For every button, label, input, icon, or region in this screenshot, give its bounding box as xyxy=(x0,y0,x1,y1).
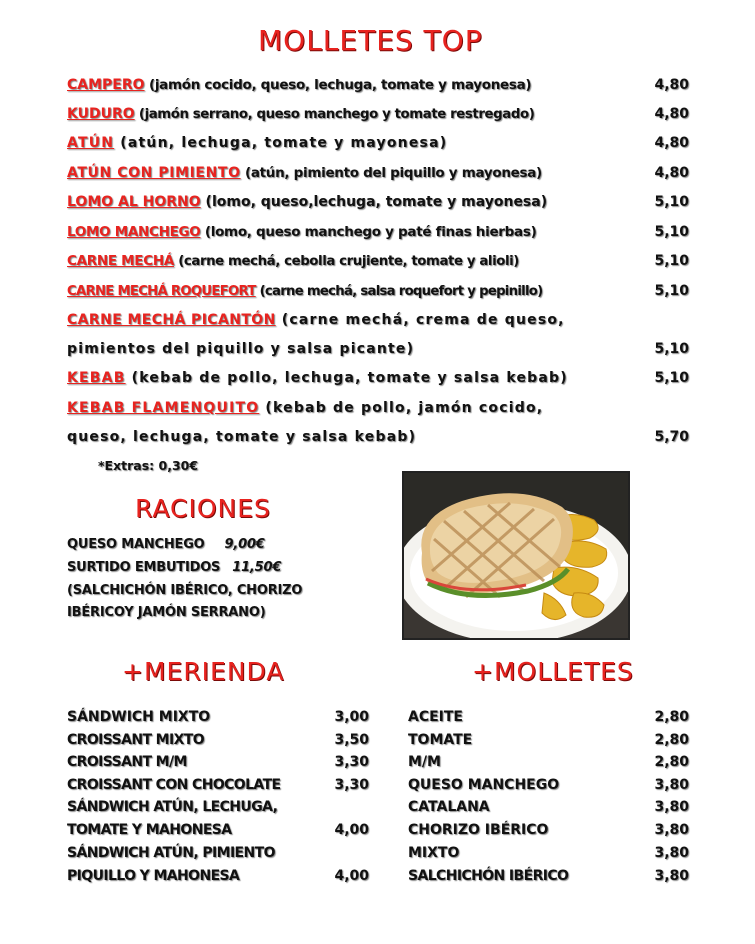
molletes-top-title: MOLLETES TOP xyxy=(258,24,483,57)
item-desc: (carne mechá, salsa roquefort y pepinillo) xyxy=(255,284,543,299)
sandwich-photo-art xyxy=(404,473,628,638)
mollete-item-price: 3,80 xyxy=(654,777,689,793)
item-desc: (carne mechá, cebolla crujiente, tomate y alioli) xyxy=(173,254,519,269)
menu-item xyxy=(67,283,689,305)
merienda-item-price: 3,30 xyxy=(334,754,369,770)
item-price: 5,10 xyxy=(654,370,689,386)
item-name: LOMO MANCHEGO xyxy=(67,224,201,240)
sandwich-photo xyxy=(402,471,630,640)
menu-item xyxy=(67,135,689,157)
mollete-item-price: 2,80 xyxy=(654,754,689,770)
mollete-item-name: CHORIZO IBÉRICO xyxy=(408,822,549,838)
menu-item xyxy=(67,312,689,334)
menu-item xyxy=(67,106,689,128)
item-name: CAMPERO xyxy=(67,77,145,93)
mollete-item-name: CATALANA xyxy=(408,799,490,815)
menu-item xyxy=(67,194,689,216)
racion-note: (SALCHICHÓN IBÉRICO, CHORIZO xyxy=(67,583,303,598)
merienda-item-name: SÁNDWICH MIXTO xyxy=(67,709,211,725)
mollete-item-name: TOMATE xyxy=(408,732,473,748)
extras-note: *Extras: 0,30€ xyxy=(98,458,199,473)
merienda-item-price: 3,50 xyxy=(334,732,369,748)
merienda-item-price: 4,00 xyxy=(334,868,369,884)
item-price: 5,70 xyxy=(654,429,689,445)
merienda-title: +MERIENDA xyxy=(122,657,285,686)
merienda-item-name: CROISSANT MIXTO xyxy=(67,732,205,748)
mollete-item-price: 3,80 xyxy=(654,845,689,861)
menu-item xyxy=(67,253,689,275)
item-desc: (jamón serrano, queso manchego y tomate restregado) xyxy=(134,107,535,122)
raciones-title: RACIONES xyxy=(135,494,271,523)
item-desc: (lomo, queso,lechuga, tomate y mayonesa) xyxy=(200,194,548,210)
merienda-item-name-2: TOMATE Y MAHONESA xyxy=(67,822,232,838)
item-price: 5,10 xyxy=(654,341,689,357)
racion-item xyxy=(67,537,265,552)
mollete-item-name: MIXTO xyxy=(408,845,460,861)
racion-note: IBÉRICOY JAMÓN SERRANO) xyxy=(67,605,266,620)
mollete-item-price: 2,80 xyxy=(654,732,689,748)
mollete-item-price: 3,80 xyxy=(654,868,689,884)
item-name: CARNE MECHÁ xyxy=(67,253,174,269)
menu-item xyxy=(67,165,689,187)
mollete-item-name: M/M xyxy=(408,754,441,770)
item-desc: queso, lechuga, tomate y salsa kebab) xyxy=(67,429,417,445)
item-name: CARNE MECHÁ PICANTÓN xyxy=(67,312,276,328)
item-name: KEBAB xyxy=(67,370,126,386)
item-price: 4,80 xyxy=(654,77,689,93)
item-desc: (jamón cocido, queso, lechuga, tomate y mayonesa) xyxy=(144,77,532,93)
menu-item xyxy=(67,77,689,99)
merienda-list xyxy=(67,709,369,889)
merienda-item-name: SÁNDWICH ATÚN, PIMIENTO xyxy=(67,845,275,861)
menu-item-continued xyxy=(67,341,689,363)
merienda-item-name: CROISSANT CON CHOCOLATE xyxy=(67,777,281,793)
item-price: 5,10 xyxy=(654,253,689,269)
mollete-item-price: 3,80 xyxy=(654,822,689,838)
menu-item xyxy=(67,224,689,246)
racion-price: 9,00€ xyxy=(224,537,265,552)
item-name: ATÚN CON PIMIENTO xyxy=(67,165,241,181)
racion-name: QUESO MANCHEGO xyxy=(67,537,205,552)
item-price: 5,10 xyxy=(654,283,689,299)
item-price: 5,10 xyxy=(654,194,689,210)
item-desc: (kebab de pollo, jamón cocido, xyxy=(259,400,544,416)
item-desc: (atún, pimiento del piquillo y mayonesa) xyxy=(240,165,542,181)
item-name: CARNE MECHÁ ROQUEFORT xyxy=(67,284,256,299)
menu-item xyxy=(67,400,689,422)
item-desc: (atún, lechuga, tomate y mayonesa) xyxy=(114,135,448,151)
racion-item xyxy=(67,560,281,575)
menu-item xyxy=(67,370,689,392)
racion-price: 11,50€ xyxy=(232,560,282,575)
item-name: KUDURO xyxy=(67,106,135,122)
merienda-item-name-2: PIQUILLO Y MAHONESA xyxy=(67,868,240,884)
item-name: KEBAB FLAMENQUITO xyxy=(67,400,260,416)
merienda-item-price: 3,00 xyxy=(334,709,369,725)
item-desc: (kebab de pollo, lechuga, tomate y salsa kebab) xyxy=(125,370,568,386)
merienda-item-name: SÁNDWICH ATÚN, LECHUGA, xyxy=(67,799,278,815)
item-name: LOMO AL HORNO xyxy=(67,194,201,210)
racion-name: SURTIDO EMBUTIDOS xyxy=(67,560,221,575)
merienda-item-price: 4,00 xyxy=(334,822,369,838)
item-name: ATÚN xyxy=(67,135,115,151)
item-price: 4,80 xyxy=(654,165,689,181)
item-price: 4,80 xyxy=(654,106,689,122)
mollete-item-name: SALCHICHÓN IBÉRICO xyxy=(408,868,569,884)
mollete-item-name: ACEITE xyxy=(408,709,463,725)
mollete-item-price: 3,80 xyxy=(654,799,689,815)
item-desc: pimientos del piquillo y salsa picante) xyxy=(67,341,415,357)
item-desc: (carne mechá, crema de queso, xyxy=(275,312,565,328)
merienda-item-name: CROISSANT M/M xyxy=(67,754,187,770)
item-price: 4,80 xyxy=(654,135,689,151)
molletes-title: +MOLLETES xyxy=(472,657,634,686)
item-price: 5,10 xyxy=(654,224,689,240)
item-desc: (lomo, queso manchego y paté finas hierbas) xyxy=(200,224,537,240)
menu-item-continued xyxy=(67,429,689,451)
merienda-item-price: 3,30 xyxy=(334,777,369,793)
mollete-item-name: QUESO MANCHEGO xyxy=(408,777,560,793)
mollete-item-price: 2,80 xyxy=(654,709,689,725)
molletes-list xyxy=(408,709,689,889)
